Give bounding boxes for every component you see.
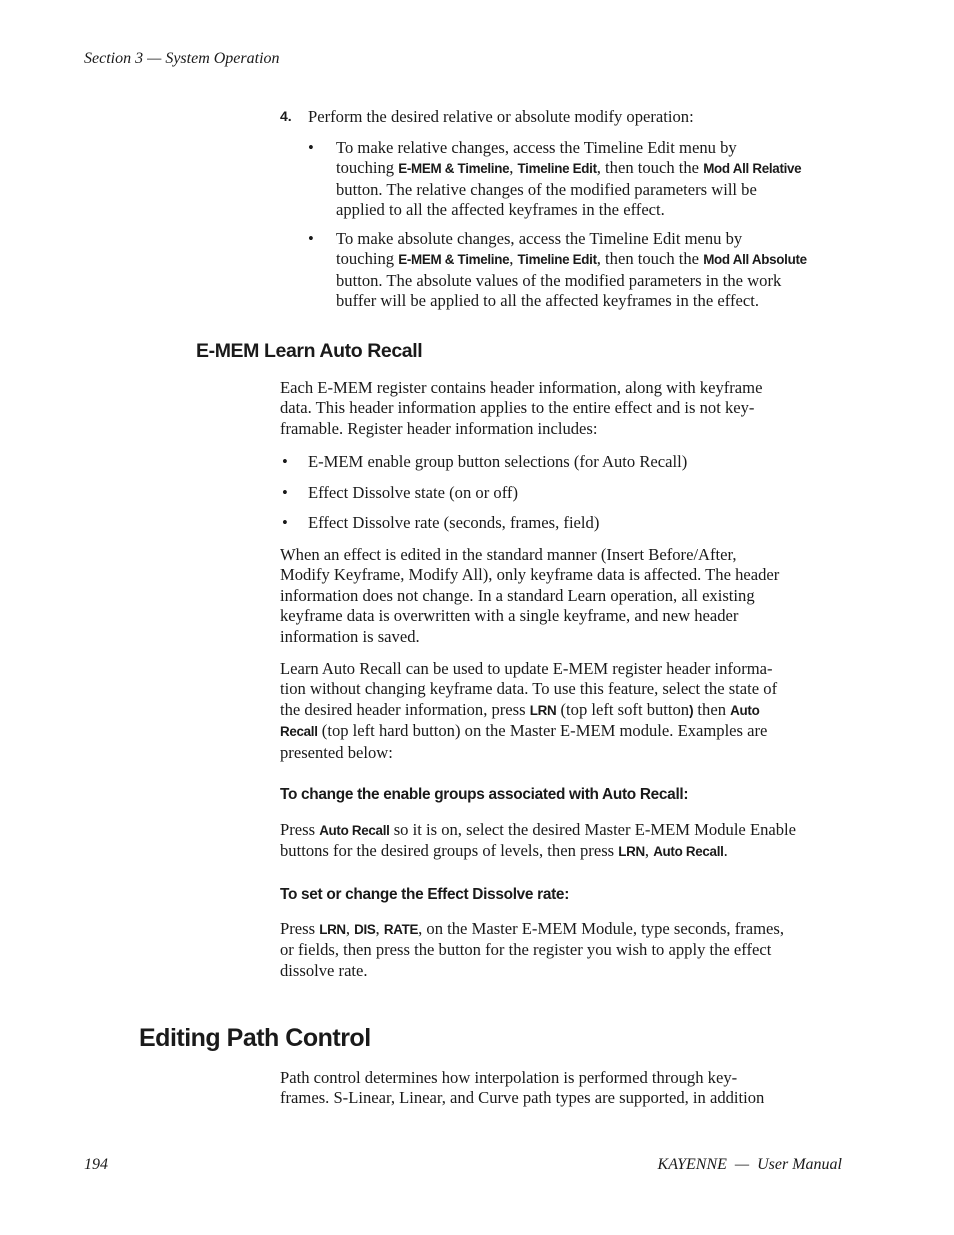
step-number: 4. — [280, 108, 292, 124]
ui-label-recall: Recall — [280, 724, 318, 740]
bullet-mark: • — [308, 229, 314, 248]
text-line: touching E-MEM & Timeline, Timeline Edit, then touch the Mod All Absolute — [336, 249, 807, 269]
list-item: • Effect Dissolve rate (seconds, frames, field) — [282, 513, 600, 532]
bullet-mark: • — [282, 482, 288, 502]
text-line: tion without changing keyframe data. To use this feature, select the state of — [280, 679, 778, 699]
text-line: To make relative changes, access the Timeline Edit menu by — [336, 138, 737, 157]
text-line: To make absolute changes, access the Timeline Edit menu by — [336, 229, 743, 248]
text-line: information is saved. — [280, 626, 420, 646]
text-line: Each E-MEM register contains header information, along with keyframe — [280, 378, 763, 397]
subheading-dissolve-rate: To set or change the Effect Dissolve rate: — [280, 886, 570, 903]
text-line: dissolve rate. — [280, 960, 368, 980]
section-heading-learn-auto-recall: E-MEM Learn Auto Recall — [196, 340, 423, 362]
text-line: Recall (top left hard button) on the Master E-MEM module. Examples are — [280, 721, 768, 741]
text-line: When an effect is edited in the standard manner (Insert Before/After, — [280, 545, 737, 564]
ui-label-lrn: LRN — [529, 702, 557, 718]
dissolve-rate-paragraph — [280, 919, 850, 981]
step-bullet-relative — [308, 138, 852, 221]
bullet-mark: • — [308, 138, 314, 157]
ui-label-rate: RATE — [383, 922, 419, 937]
list-item: • Effect Dissolve state (on or off) — [282, 482, 518, 502]
header-info-list — [280, 452, 850, 544]
running-head: Section 3 — System Operation — [84, 50, 280, 67]
bullet-mark: • — [282, 513, 288, 532]
learn-auto-recall-paragraph — [280, 659, 850, 763]
text-line: touching E-MEM & Timeline, Timeline Edit, then touch the Mod All Relative — [336, 158, 802, 178]
text-line: the desired header information, press LRN (top left soft button) then Auto — [280, 699, 760, 719]
ui-label-lrn: LRN — [618, 844, 645, 860]
intro-paragraph — [280, 378, 850, 439]
text-line: button. The absolute values of the modified parameters in the work — [336, 270, 782, 290]
text-line: data. This header information applies to the entire effect and is not key- — [280, 398, 755, 418]
ui-label-auto: Auto — [730, 702, 760, 718]
section-heading-path-control: Editing Path Control — [139, 1024, 371, 1052]
text-line: Modify Keyframe, Modify All), only keyframe data is affected. The header — [280, 565, 780, 585]
text-line: button. The relative changes of the modified parameters will be — [336, 179, 757, 199]
ui-label-mod-all-absolute: Mod All Absolute — [703, 252, 807, 268]
manual-title: KAYENNE — User Manual — [657, 1156, 842, 1173]
ui-label-auto-recall: Auto Recall — [319, 823, 390, 838]
ui-label-auto-recall: Auto Recall — [653, 844, 724, 860]
enable-groups-paragraph — [280, 820, 850, 863]
list-item: • E-MEM enable group button selections (for Auto Recall) — [282, 452, 688, 471]
text-line: buttons for the desired groups of levels, then press LRN, Auto Recall. — [280, 841, 728, 861]
text-line: Press LRN, DIS, RATE, on the Master E-MEM Module, type seconds, frames, — [280, 919, 785, 938]
step-bullet-absolute — [308, 229, 852, 312]
ui-label-emem-timeline: E-MEM & Timeline — [398, 161, 510, 177]
step-text: Perform the desired relative or absolute modify operation: — [308, 107, 694, 126]
ui-label-emem-timeline: E-MEM & Timeline — [398, 252, 510, 268]
text-line: frames. S-Linear, Linear, and Curve path types are supported, in addition — [280, 1088, 765, 1108]
path-control-paragraph — [280, 1068, 850, 1109]
ui-label-timeline-edit: Timeline Edit — [517, 161, 597, 177]
text-line: or fields, then press the button for the register you wish to apply the effect — [280, 940, 772, 960]
ui-label-dis: DIS — [354, 922, 376, 937]
text-line: applied to all the affected keyframes in the effect. — [336, 200, 665, 220]
text-line: Path control determines how interpolation is performed through key- — [280, 1068, 738, 1087]
text-line: Learn Auto Recall can be used to update E-MEM register header informa- — [280, 659, 773, 678]
text-line: presented below: — [280, 742, 393, 762]
ui-label-mod-all-relative: Mod All Relative — [703, 161, 802, 177]
text-line: buffer will be applied to all the affected keyframes in the effect. — [336, 291, 759, 311]
text-line: information does not change. In a standard Learn operation, all existing — [280, 585, 755, 605]
ui-label-lrn: LRN — [319, 922, 346, 937]
ui-label-timeline-edit: Timeline Edit — [517, 252, 597, 268]
text-line: framable. Register header information includes: — [280, 418, 598, 438]
bullet-mark: • — [282, 452, 288, 471]
text-line: keyframe data is overwritten with a single keyframe, and new header — [280, 606, 739, 626]
text-line: Press Auto Recall so it is on, select the desired Master E-MEM Module Enable — [280, 820, 797, 839]
page-number: 194 — [84, 1156, 108, 1173]
subheading-enable-groups: To change the enable groups associated with Auto Recall: — [280, 786, 689, 803]
standard-edit-paragraph — [280, 545, 850, 647]
